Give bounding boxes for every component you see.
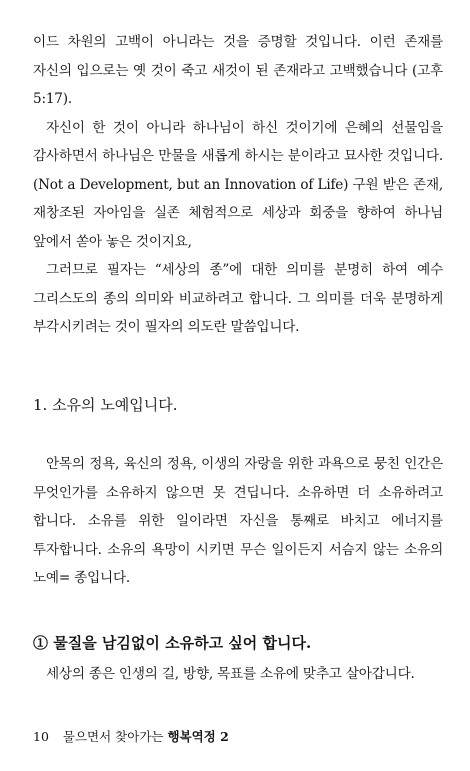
body-text-middle bbox=[33, 450, 443, 593]
page-footer bbox=[33, 727, 229, 745]
section-heading-1: 1. 소유의 노예입니다. bbox=[33, 396, 178, 414]
book-title: 행복역정 2 bbox=[167, 729, 229, 744]
paragraph-5: 세상의 종은 인생의 길, 방향, 목표를 소유에 맞추고 살아갑니다. bbox=[46, 666, 415, 682]
paragraph-1: 이드 차원의 고백이 아니라는 것을 증명할 것입니다. 이런 존재를 자신의 입으로는 옛 것이 죽고 새것이 된 존재라고 고백했습니다 (고후 5:17). bbox=[33, 34, 443, 107]
paragraph-4: 안목의 정욕, 육신의 정욕, 이생의 자랑을 위한 과욕으로 뭉친 인간은 무엇인가를 소유하지 않으면 못 견딥니다. 소유하면 더 소유하려고 합니다. 소유를 위한 일이라면 자신을 통째로 바치고 에너지를 투자합니다. 소유의 욕망이 시키면 무슨 일이든지 서슴지 않는 소유의 노예= 종입니다. bbox=[33, 456, 443, 586]
paragraph-2: 자신이 한 것이 아니라 하나님이 하신 것이기에 은혜의 선물임을 감사하면서 하나님은 만물을 새롭게 하시는 분이라고 묘사한 것입니다.(Not a Development, but an Innovation of Life) 구원 받은 존재, 재창조된 자아임을 실존 체험적으로 세상과 회중을 향하여 하나님 앞에서 쏟아 놓은 것이지요, bbox=[33, 119, 443, 250]
body-text-top bbox=[33, 28, 443, 342]
subsection-heading-1: ① 물질을 남김없이 소유하고 싶어 합니다. bbox=[33, 634, 312, 652]
book-series: 물으면서 찾아가는 bbox=[62, 729, 164, 744]
page-number: 10 bbox=[33, 729, 49, 744]
body-text-bottom bbox=[33, 660, 443, 689]
paragraph-3: 그러므로 필자는 “세상의 종”에 대한 의미를 분명히 하여 예수 그리스도의 종의 의미와 비교하려고 합니다. 그 의미를 더욱 분명하게 부각시키려는 것이 필자의 의도란 말씀입니다. bbox=[33, 262, 443, 335]
